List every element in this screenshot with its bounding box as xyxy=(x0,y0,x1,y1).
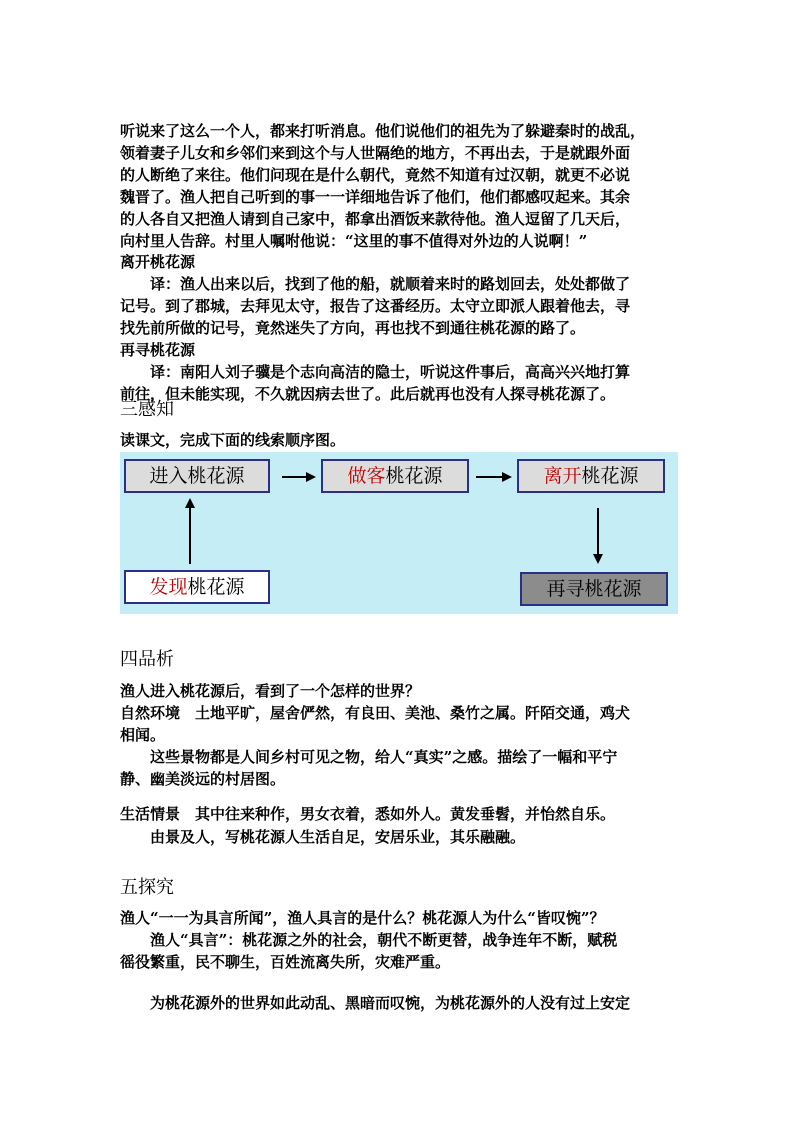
box-leave-red: 离开 xyxy=(543,465,582,487)
text-line: 的人断绝了来往。他们问现在是什么朝代，竟然不知道有过汉朝，就更不必说 xyxy=(120,166,631,184)
text-line: 为桃花源外的世界如此动乱、黑暗而叹惋，为桃花源外的人没有过上安定 xyxy=(150,994,631,1012)
text-line: 记号。到了郡城，去拜见太守，报告了这番经历。太守立即派人跟着他去，寻 xyxy=(120,297,631,315)
text-line: 相闻。 xyxy=(120,726,166,744)
text-line: 渔人进入桃花源后，看到了一个怎样的世界？ xyxy=(120,682,421,700)
text-line: 徭役繁重，民不聊生，百姓流离失所，灾难严重。 xyxy=(120,953,451,971)
text-line: 由景及人，写桃花源人生活自足，安居乐业，其乐融融。 xyxy=(150,828,526,846)
text-line: 渔人“具言”：桃花源之外的社会，朝代不断更替，战争连年不断，赋税 xyxy=(150,931,618,949)
text-line: 听说来了这么一个人，都来打听消息。他们说他们的祖先为了躲避秦时的战乱， xyxy=(120,122,646,140)
text-line: 的人各自又把渔人请到自己家中，都拿出酒饭来款待他。渔人逗留了几天后， xyxy=(120,210,631,228)
text-line: 渔人“一一为具言所闻”，渔人具言的是什么？桃花源人为什么“皆叹惋”？ xyxy=(120,909,605,927)
box-enter: 进入桃花源 xyxy=(124,459,270,493)
box-leave: 离开桃花源 xyxy=(517,459,665,493)
text-line: 生活情景 其中往来种作，男女衣着，悉如外人。黄发垂髫，并怡然自乐。 xyxy=(120,805,616,823)
instruction-text: 读课文，完成下面的线索顺序图。 xyxy=(120,431,346,449)
box-guest-red: 做客 xyxy=(347,465,386,487)
clue-sequence-diagram xyxy=(120,452,678,614)
text-line: 前往，但未能实现，不久就因病去世了。此后就再也没有人探寻桃花源了。 xyxy=(120,385,616,403)
section-title-leave: 离开桃花源 xyxy=(120,253,196,271)
heading-analysis: 四品析 xyxy=(120,649,174,670)
text-line: 译：南阳人刘子骥是个志向高洁的隐士，听说这件事后，高高兴兴地打算 xyxy=(150,363,631,381)
box-discover: 发现桃花源 xyxy=(124,570,270,604)
diagram-arrows xyxy=(120,452,678,614)
text-line: 向村里人告辞。村里人嘱咐他说：“这里的事不值得对外边的人说啊！” xyxy=(120,232,588,250)
text-line: 静、幽美淡远的村居图。 xyxy=(120,770,286,788)
text-line: 这些景物都是人间乡村可见之物，给人“真实”之感。描绘了一幅和平宁 xyxy=(150,748,618,766)
heading-explore: 五探究 xyxy=(120,877,174,898)
box-discover-red: 发现 xyxy=(149,576,188,598)
text-line: 领着妻子儿女和乡邻们来到这个与人世隔绝的地方，不再出去，于是就跟外面 xyxy=(120,144,631,162)
text-line: 自然环境 土地平旷，屋舍俨然，有良田、美池、桑竹之属。阡陌交通，鸡犬 xyxy=(120,704,631,722)
box-seek: 再寻桃花源 xyxy=(520,572,668,606)
text-line: 译：渔人出来以后，找到了他的船，就顺着来时的路划回去，处处都做了 xyxy=(150,275,631,293)
text-line: 魏晋了。渔人把自己听到的事一一详细地告诉了他们，他们都感叹起来。其余 xyxy=(120,188,631,206)
heading-perception: 三感知 xyxy=(120,399,174,420)
section-title-seek: 再寻桃花源 xyxy=(120,341,196,359)
box-guest: 做客桃花源 xyxy=(321,459,469,493)
text-line: 找先前所做的记号，竟然迷失了方向，再也找不到通往桃花源的路了。 xyxy=(120,319,586,337)
